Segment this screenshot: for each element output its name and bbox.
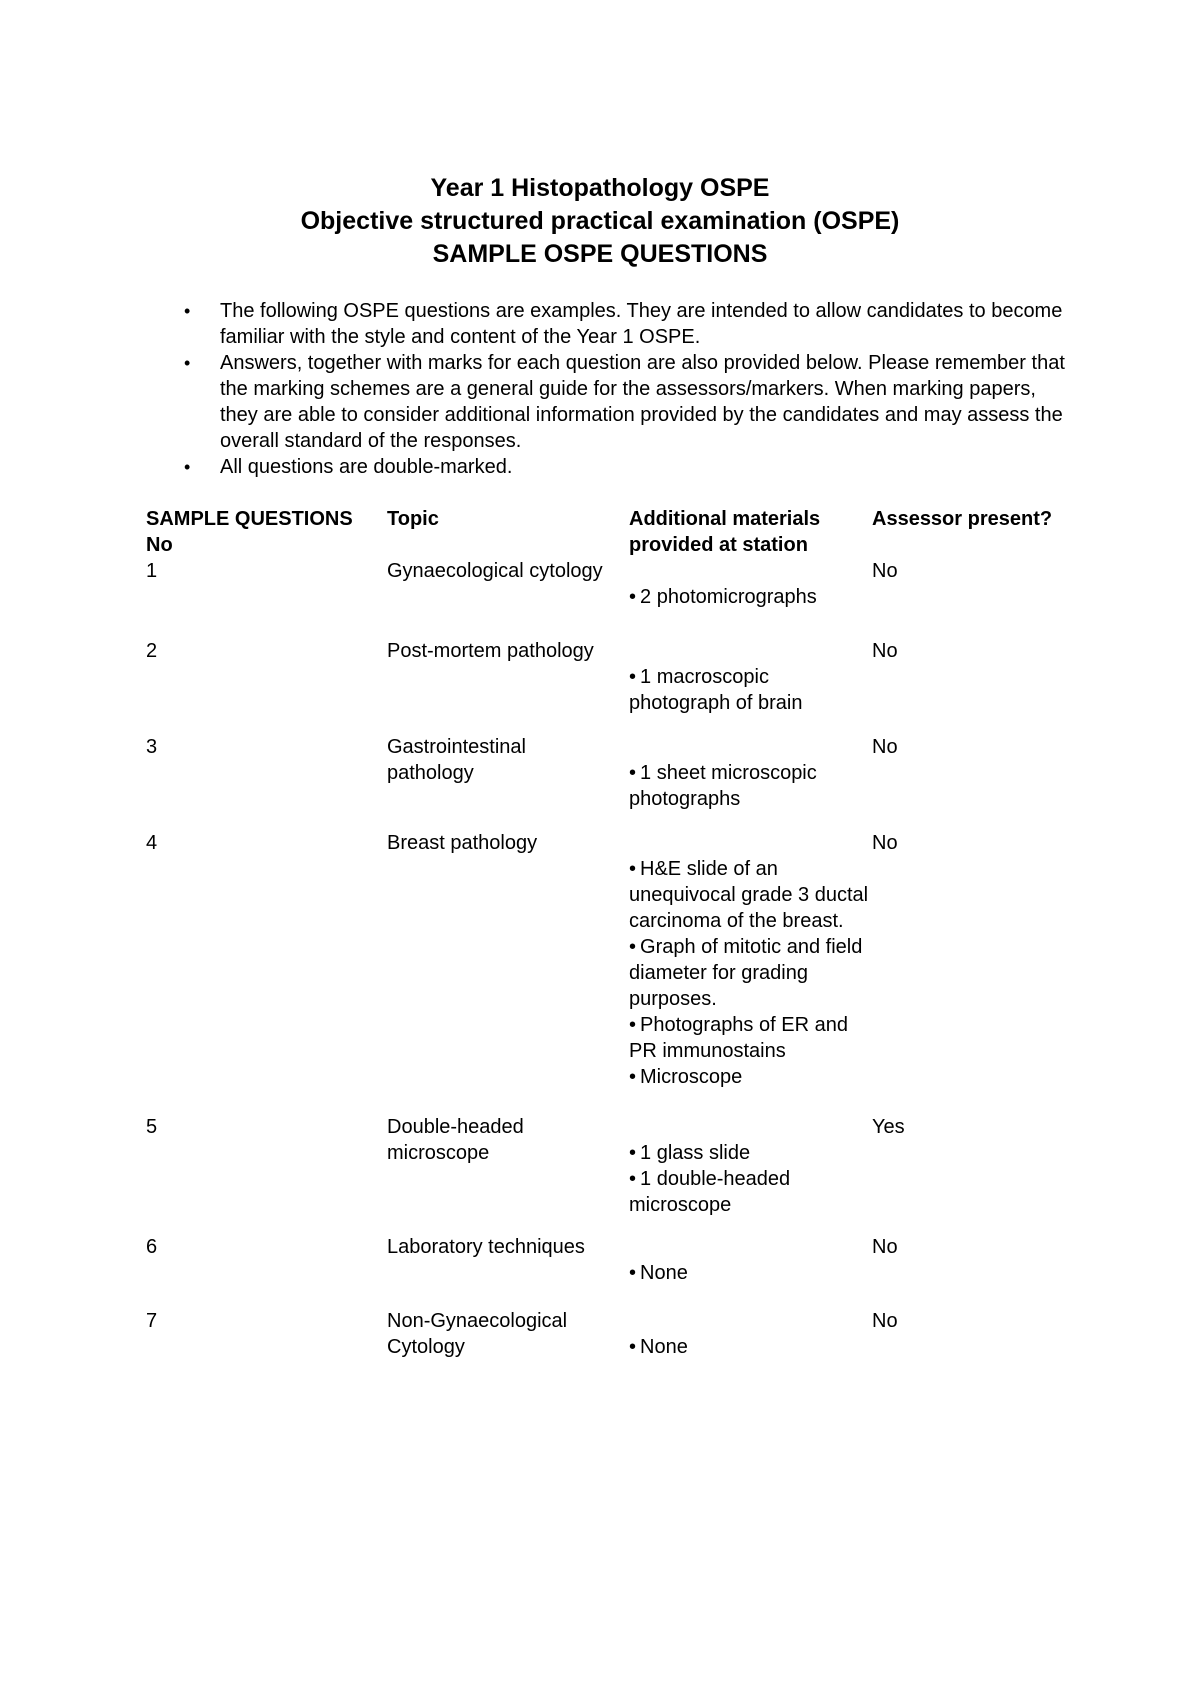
question-topic: Double-headed microscope (387, 1116, 524, 1164)
table-body (146, 558, 1096, 1388)
assessor-present: No (872, 640, 898, 662)
question-materials (629, 734, 869, 812)
material-text: None (640, 1262, 688, 1284)
material-text: 1 glass slide (640, 1142, 751, 1164)
header-assessor: Assessor present? (872, 508, 1053, 530)
material-text: None (640, 1336, 688, 1358)
document-title: Year 1 Histopathology OSPE (430, 174, 770, 202)
bullet-icon: • (184, 353, 191, 373)
bullet-icon: • (629, 858, 637, 880)
material-text: Microscope (640, 1066, 743, 1088)
question-materials (629, 830, 869, 1090)
intro-bullet-text: All questions are double-marked. (220, 456, 513, 478)
assessor-present: No (872, 560, 898, 582)
material-text: 1 macroscopic photograph of brain (629, 666, 803, 714)
table-row (146, 830, 1096, 1114)
question-number: 3 (146, 736, 158, 758)
assessor-present: No (872, 736, 898, 758)
assessor-present: No (872, 832, 898, 854)
assessor-present: No (872, 1310, 898, 1332)
material-text: Graph of mitotic and field diameter for grading purposes. (629, 936, 863, 1010)
header-question-number: SAMPLE QUESTIONS No (146, 508, 353, 556)
question-number: 5 (146, 1116, 158, 1138)
document-section-title: SAMPLE OSPE QUESTIONS (432, 240, 768, 268)
question-materials (629, 1114, 869, 1218)
question-materials (629, 638, 869, 716)
material-item (629, 1334, 869, 1360)
question-materials (629, 1308, 869, 1360)
intro-bullet (172, 454, 1072, 480)
header-materials: Additional materials provided at station (629, 508, 821, 556)
bullet-icon: • (629, 1142, 637, 1164)
intro-bullet (172, 350, 1072, 454)
document-subtitle: Objective structured practical examination (OSPE) (300, 207, 900, 235)
material-item (629, 760, 869, 812)
question-number: 2 (146, 640, 158, 662)
assessor-present: Yes (872, 1116, 905, 1138)
assessor-present: No (872, 1236, 898, 1258)
material-item (629, 1166, 869, 1218)
bullet-icon: • (629, 762, 637, 784)
table-header-row (146, 506, 1096, 558)
question-topic: Post-mortem pathology (387, 640, 594, 662)
intro-bullet (172, 298, 1072, 350)
material-text: 1 sheet microscopic photographs (629, 762, 817, 810)
material-item (629, 1012, 869, 1064)
header-topic: Topic (387, 508, 439, 530)
bullet-icon: • (629, 1168, 637, 1190)
table-row (146, 1234, 1096, 1308)
questions-table (146, 506, 1096, 1388)
material-item (629, 584, 869, 610)
material-item (629, 856, 869, 934)
bullet-icon: • (184, 457, 191, 477)
table-row (146, 1308, 1096, 1388)
question-materials (629, 1234, 869, 1286)
question-number: 6 (146, 1236, 158, 1258)
question-topic: Non-Gynaecological Cytology (387, 1310, 568, 1358)
question-number: 7 (146, 1310, 158, 1332)
material-item (629, 1260, 869, 1286)
material-item (629, 1140, 869, 1166)
bullet-icon: • (629, 666, 637, 688)
material-item (629, 664, 869, 716)
bullet-icon: • (184, 301, 191, 321)
bullet-icon: • (629, 586, 637, 608)
bullet-icon: • (629, 1014, 637, 1036)
material-text: H&E slide of an unequivocal grade 3 ductal carcinoma of the breast. (629, 858, 869, 932)
question-number: 1 (146, 560, 158, 582)
intro-bullet-list (172, 298, 1072, 480)
question-topic: Laboratory techniques (387, 1236, 585, 1258)
question-topic: Gastrointestinal pathology (387, 736, 526, 784)
question-number: 4 (146, 832, 158, 854)
intro-bullet-text: Answers, together with marks for each question are also provided below. Please remember that the marking schemes are a general guide for the assessors/markers. When marking papers, they are able to consider additional information provided by the candidates and may assess the overall standard of the responses. (220, 352, 1065, 452)
material-text: Photographs of ER and PR immunostains (629, 1014, 848, 1062)
question-topic: Gynaecological cytology (387, 560, 603, 582)
bullet-icon: • (629, 1262, 637, 1284)
question-materials (629, 558, 869, 610)
question-topic: Breast pathology (387, 832, 538, 854)
bullet-icon: • (629, 1066, 637, 1088)
material-text: 1 double-headed microscope (629, 1168, 791, 1216)
intro-bullet-text: The following OSPE questions are examples. They are intended to allow candidates to become familiar with the style and content of the Year 1 OSPE. (220, 300, 1063, 348)
material-text: 2 photomicrographs (640, 586, 817, 608)
table-row (146, 638, 1096, 734)
table-row (146, 734, 1096, 830)
title-block (0, 172, 1200, 271)
material-item (629, 934, 869, 1012)
table-row (146, 1114, 1096, 1234)
bullet-icon: • (629, 1336, 637, 1358)
table-row (146, 558, 1096, 638)
material-item (629, 1064, 869, 1090)
bullet-icon: • (629, 936, 637, 958)
